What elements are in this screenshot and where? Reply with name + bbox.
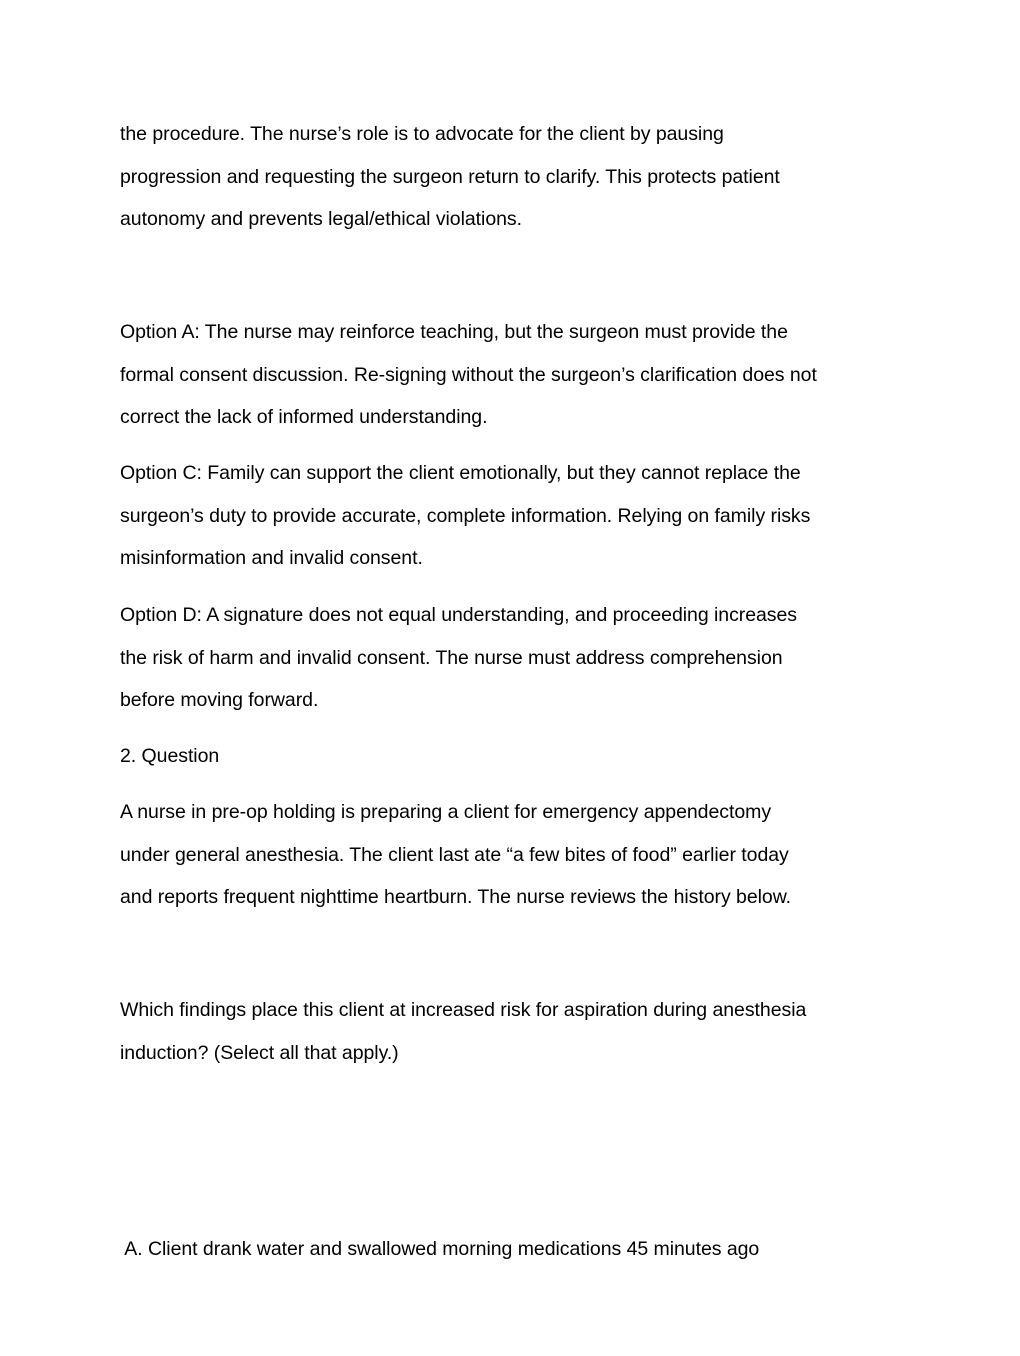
text-line: and reports frequent nighttime heartburn. The nurse reviews the history below. xyxy=(120,886,792,908)
text-line: progression and requesting the surgeon return to clarify. This protects patient xyxy=(120,165,780,188)
rationale-paragraph xyxy=(120,113,910,241)
text-line: surgeon’s duty to provide accurate, complete information. Relying on family risks xyxy=(120,504,811,527)
option-a-rationale-paragraph xyxy=(120,311,910,439)
text-line: induction? (Select all that apply.) xyxy=(120,1041,399,1064)
answer-option-a xyxy=(120,1143,910,1356)
option-c-rationale-paragraph xyxy=(120,452,910,580)
text-line: misinformation and invalid consent. xyxy=(120,547,423,569)
text-line: Option A: The nurse may reinforce teaching, but the surgeon must provide the xyxy=(120,321,788,343)
text-line: Which findings place this client at increased risk for aspiration during anesthesia xyxy=(120,999,807,1021)
text-line: under general anesthesia. The client last ate “a few bites of food” earlier today xyxy=(120,843,789,866)
question-prompt-paragraph xyxy=(120,989,910,1074)
text-line: before moving forward. xyxy=(120,689,319,711)
text-line: formal consent discussion. Re-signing without the surgeon’s clarification does not xyxy=(120,363,817,386)
option-d-rationale-paragraph xyxy=(120,594,910,722)
text-line: the risk of harm and invalid consent. The nurse must address comprehension xyxy=(120,646,783,669)
text-line: A. Client drank water and swallowed morning medications 45 minutes ago xyxy=(120,1238,760,1260)
question-heading xyxy=(120,735,910,778)
text-line: Option D: A signature does not equal understanding, and proceeding increases xyxy=(120,604,798,626)
text-line: the procedure. The nurse’s role is to advocate for the client by pausing xyxy=(120,123,724,145)
text-line: correct the lack of informed understanding. xyxy=(120,406,488,428)
text-line: 2. Question xyxy=(120,745,220,767)
text-line: Option C: Family can support the client emotionally, but they cannot replace the xyxy=(120,462,801,484)
text-line: autonomy and prevents legal/ethical violations. xyxy=(120,208,522,230)
text-line: A nurse in pre-op holding is preparing a client for emergency appendectomy xyxy=(120,801,772,823)
question-scenario-paragraph xyxy=(120,791,910,919)
